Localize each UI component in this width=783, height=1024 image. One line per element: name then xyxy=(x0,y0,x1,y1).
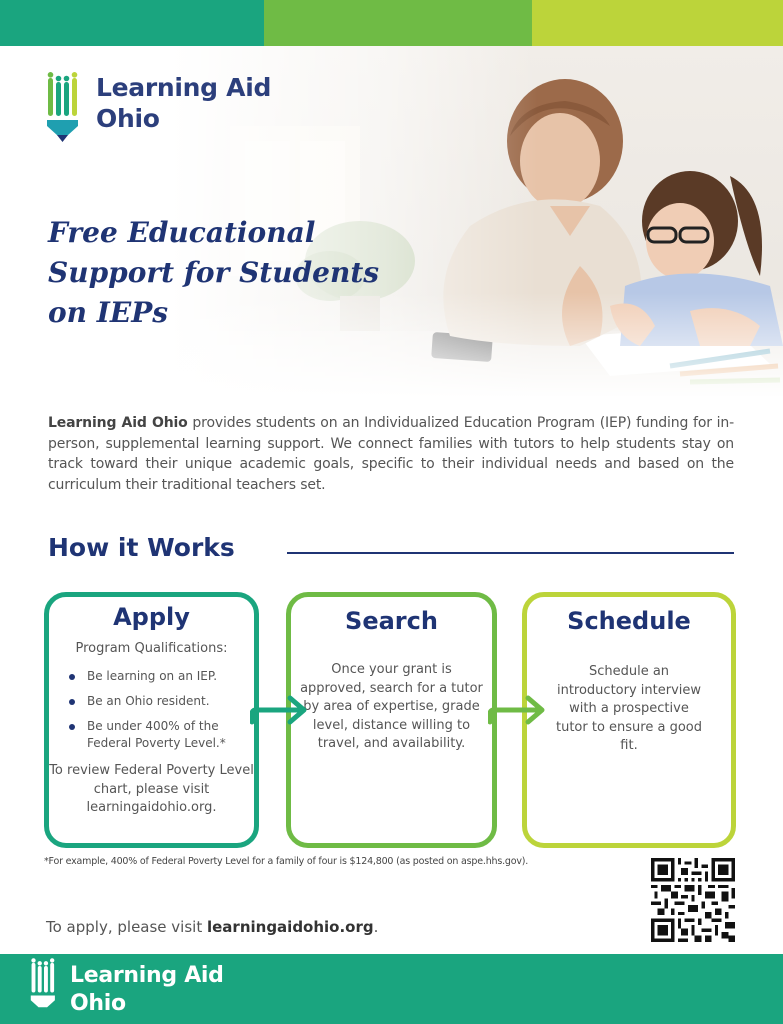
brand-name-line2: Ohio xyxy=(96,104,160,133)
page-title xyxy=(48,213,408,333)
top-bar-teal xyxy=(0,0,264,46)
how-it-works-heading: How it Works xyxy=(48,533,235,562)
footer-brand-line1: Learning Aid xyxy=(70,963,224,988)
top-color-bar xyxy=(0,0,783,46)
headline-line1: Free Educational xyxy=(48,216,316,249)
qr-code-icon[interactable] xyxy=(651,858,735,942)
apply-suffix: . xyxy=(373,918,379,936)
apply-title: Apply xyxy=(113,603,190,631)
intro-text: provides students on an Individualized Education Program (IEP) funding for in-person, supplemental learning support. We connect families with tutors to help students stay on track toward their unique academic goals, specific to their individual needs and based on the curriculum their traditional teachers set. xyxy=(48,415,734,493)
website-link[interactable]: learningaidohio.org xyxy=(206,918,374,936)
search-card xyxy=(286,592,497,848)
search-description: Once your grant is approved, search for a tutor by area of expertise, grade level, distance willing to travel, and availability. xyxy=(300,662,483,751)
intro-brand: Learning Aid Ohio xyxy=(48,415,188,431)
search-title: Search xyxy=(345,607,438,635)
footnote: *For example, 400% of Federal Poverty Level for a family of four is $124,800 (as posted on aspe.hhs.gov). xyxy=(44,856,529,867)
brand-name xyxy=(96,72,271,134)
apply-card xyxy=(44,592,259,848)
intro-paragraph xyxy=(48,413,734,495)
schedule-description: Schedule an introductory interview with a prospective tutor to ensure a good fit. xyxy=(556,664,702,753)
brand-logo xyxy=(46,72,271,150)
qualifications-heading: Program Qualifications: xyxy=(75,641,228,656)
pencil-logo-icon xyxy=(30,958,58,1020)
headline-line2: Support for Students xyxy=(48,256,380,289)
top-bar-green xyxy=(264,0,532,46)
schedule-card xyxy=(522,592,736,848)
footer-brand-line2: Ohio xyxy=(70,991,126,1016)
headline-line3: on IEPs xyxy=(48,296,169,329)
pencil-logo-icon xyxy=(46,72,82,150)
footer-logo xyxy=(30,958,224,1020)
brand-name-line1: Learning Aid xyxy=(96,73,272,102)
list-item: Be under 400% of the Federal Poverty Level.* xyxy=(67,718,254,752)
poverty-chart-note: To review Federal Poverty Level chart, please visit learningaidohio.org. xyxy=(49,763,254,815)
heading-divider xyxy=(287,552,734,554)
qualifications-list xyxy=(67,668,254,752)
arrow-right-icon xyxy=(250,690,314,730)
apply-call-to-action xyxy=(46,918,378,936)
list-item: Be an Ohio resident. xyxy=(67,693,254,710)
arrow-right-icon xyxy=(488,690,552,730)
list-item: Be learning on an IEP. xyxy=(67,668,254,685)
apply-prefix: To apply, please visit xyxy=(46,918,207,936)
schedule-title: Schedule xyxy=(567,607,691,635)
top-bar-lime xyxy=(532,0,783,46)
footer-brand-name xyxy=(70,962,224,1018)
